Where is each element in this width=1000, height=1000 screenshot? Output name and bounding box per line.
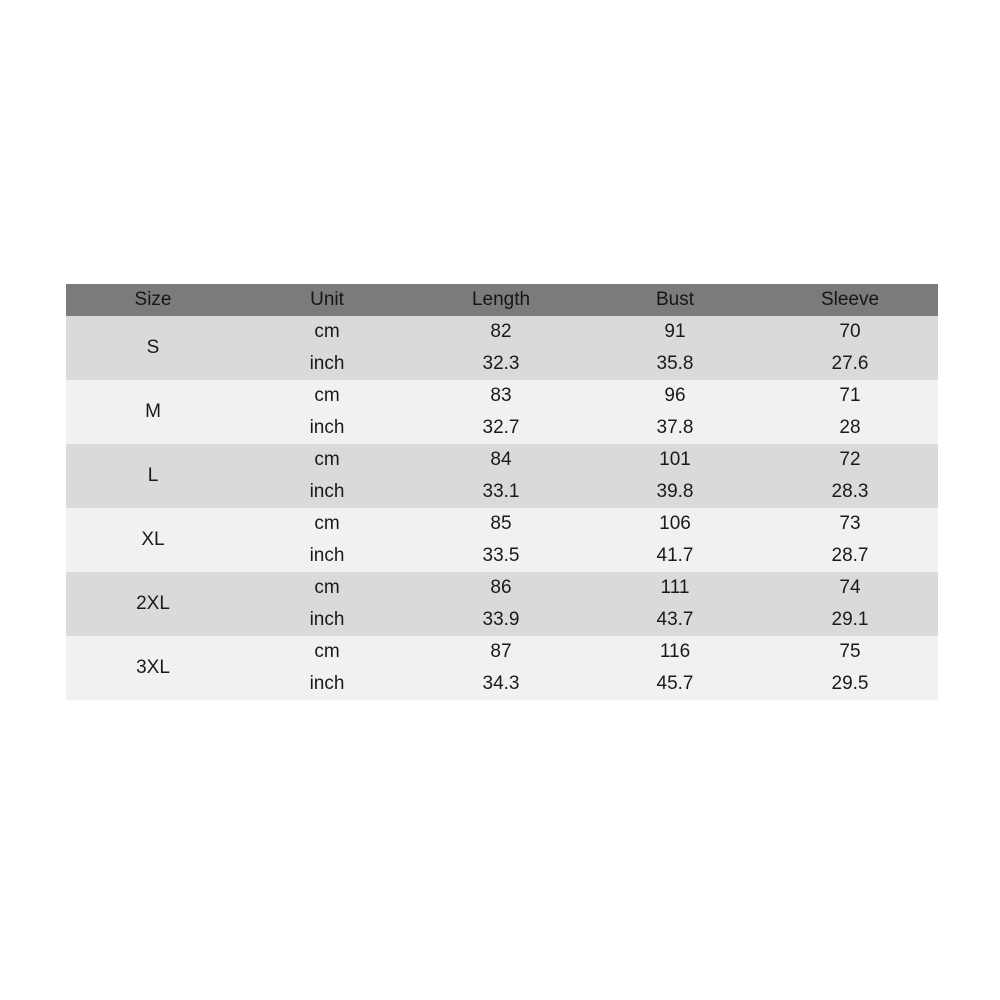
table-row-cm <box>240 444 938 476</box>
bust-cell: 35.8 <box>656 353 694 374</box>
length-cell: 33.1 <box>482 481 520 502</box>
table-row-inch <box>240 604 938 636</box>
bust-cell: 106 <box>659 513 691 534</box>
sleeve-cell: 28.3 <box>831 481 869 502</box>
size-group-xl <box>66 508 938 572</box>
table-row-cm <box>240 636 938 668</box>
length-cell: 33.5 <box>482 545 520 566</box>
unit-cell: cm <box>314 321 340 342</box>
bust-cell: 41.7 <box>656 545 694 566</box>
bust-cell: 91 <box>664 321 686 342</box>
bust-cell: 111 <box>660 577 690 598</box>
header-sleeve: Sleeve <box>820 289 880 310</box>
sleeve-cell: 71 <box>839 385 861 406</box>
size-group-m <box>66 380 938 444</box>
size-group-l <box>66 444 938 508</box>
bust-cell: 45.7 <box>656 673 694 694</box>
sleeve-cell: 72 <box>839 449 861 470</box>
length-cell: 34.3 <box>482 673 520 694</box>
header-unit: Unit <box>310 289 344 310</box>
unit-cell: cm <box>314 577 340 598</box>
table-row-inch <box>240 476 938 508</box>
length-cell: 32.3 <box>482 353 520 374</box>
bust-cell: 43.7 <box>656 609 694 630</box>
length-cell: 33.9 <box>482 609 520 630</box>
sleeve-cell: 29.5 <box>831 673 869 694</box>
sleeve-cell: 28.7 <box>831 545 869 566</box>
table-row-cm <box>240 316 938 348</box>
length-cell: 82 <box>490 321 512 342</box>
sleeve-cell: 28 <box>839 417 861 438</box>
length-cell: 87 <box>490 641 512 662</box>
unit-cell: inch <box>309 673 345 694</box>
sleeve-cell: 27.6 <box>831 353 869 374</box>
table-row-inch <box>240 412 938 444</box>
table-header-row <box>66 284 938 316</box>
unit-cell: inch <box>309 609 345 630</box>
size-group-3xl <box>66 636 938 700</box>
sleeve-cell: 75 <box>839 641 861 662</box>
size-group-2xl <box>66 572 938 636</box>
unit-cell: cm <box>314 513 340 534</box>
size-label: XL <box>141 529 165 550</box>
size-label: 3XL <box>136 657 170 678</box>
table-row-inch <box>240 540 938 572</box>
unit-cell: inch <box>309 481 345 502</box>
unit-cell: inch <box>309 353 345 374</box>
header-bust: Bust <box>655 289 695 310</box>
size-group-s <box>66 316 938 380</box>
table-row-inch <box>240 348 938 380</box>
bust-cell: 37.8 <box>656 417 694 438</box>
header-length: Length <box>471 289 531 310</box>
size-label: M <box>145 401 161 422</box>
unit-cell: cm <box>314 641 340 662</box>
bust-cell: 116 <box>659 641 691 662</box>
header-size: Size <box>134 289 172 310</box>
length-cell: 85 <box>490 513 512 534</box>
bust-cell: 101 <box>659 449 691 470</box>
table-row-cm <box>240 508 938 540</box>
unit-cell: inch <box>309 545 345 566</box>
table-row-cm <box>240 572 938 604</box>
unit-cell: cm <box>314 385 340 406</box>
table-row-inch <box>240 668 938 700</box>
size-label: L <box>147 465 159 486</box>
size-label: S <box>146 337 160 358</box>
bust-cell: 39.8 <box>656 481 694 502</box>
bust-cell: 96 <box>664 385 686 406</box>
unit-cell: cm <box>314 449 340 470</box>
sleeve-cell: 70 <box>839 321 861 342</box>
table-row-cm <box>240 380 938 412</box>
sleeve-cell: 74 <box>839 577 861 598</box>
sleeve-cell: 29.1 <box>831 609 869 630</box>
sleeve-cell: 73 <box>839 513 861 534</box>
size-label: 2XL <box>136 593 170 614</box>
unit-cell: inch <box>309 417 345 438</box>
length-cell: 84 <box>490 449 512 470</box>
length-cell: 83 <box>490 385 512 406</box>
length-cell: 86 <box>490 577 512 598</box>
length-cell: 32.7 <box>482 417 520 438</box>
size-chart-table <box>66 284 938 700</box>
